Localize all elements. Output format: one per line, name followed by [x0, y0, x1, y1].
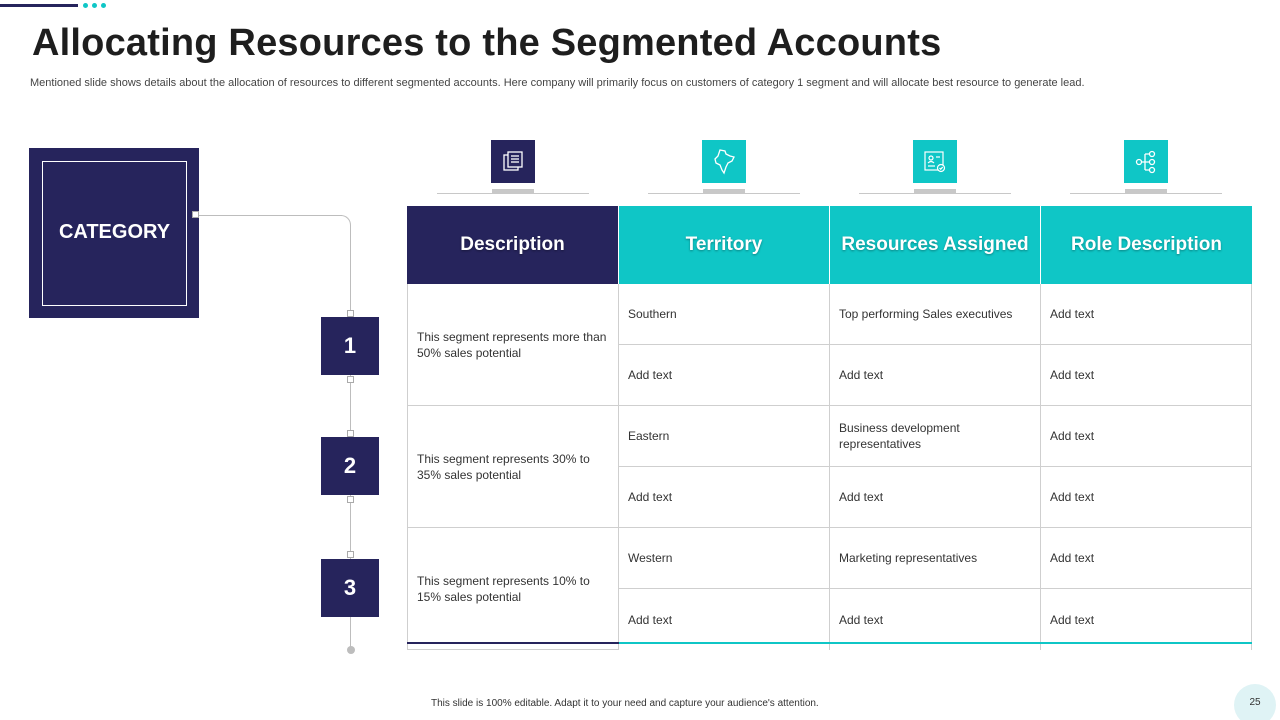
- segment-number-box: 2: [321, 437, 379, 495]
- resources-cell: Add text: [830, 589, 1041, 650]
- segment-description: This segment represents more than 50% sales potential: [407, 284, 619, 406]
- map-icon: [702, 140, 746, 183]
- header-resources-assigned: Resources Assigned: [830, 206, 1041, 284]
- role-cell: Add text: [1041, 345, 1252, 406]
- header-territory: Territory: [619, 206, 830, 284]
- connector-node: [347, 551, 354, 558]
- category-inner-frame: [42, 161, 187, 306]
- table-bottom-border: [407, 642, 619, 644]
- role-cell: Add text: [1041, 284, 1252, 345]
- icon-stand: [492, 189, 534, 194]
- territory-cell: Southern: [619, 284, 830, 345]
- territory-cell: Western: [619, 528, 830, 589]
- category-label: CATEGORY: [58, 221, 171, 243]
- category-box: [29, 148, 199, 318]
- connector-node: [192, 211, 199, 218]
- slide-subtitle: Mentioned slide shows details about the allocation of resources to different segmented accounts. Here company will primarily focus on customers of category 1 segment and will allocate best resource to generate lead.: [30, 77, 1085, 89]
- role-cell: Add text: [1041, 528, 1252, 589]
- segment-number-box: 1: [321, 317, 379, 375]
- segment-description: This segment represents 30% to 35% sales potential: [407, 406, 619, 528]
- connector-node: [347, 430, 354, 437]
- connector-end-dot: [347, 646, 355, 654]
- header-role-description: Role Description: [1041, 206, 1252, 284]
- page-number: 25: [1249, 697, 1261, 708]
- table-bottom-border: [619, 642, 1252, 644]
- accent-dot: [101, 3, 106, 8]
- document-icon: [491, 140, 535, 183]
- slide-title: Allocating Resources to the Segmented Accounts: [32, 22, 942, 64]
- icon-stand: [1125, 189, 1167, 194]
- role-cell: Add text: [1041, 406, 1252, 467]
- connector-corner: [338, 215, 351, 228]
- top-accent-bar: [0, 4, 78, 7]
- resources-cell: Top performing Sales executives: [830, 284, 1041, 345]
- hierarchy-icon: [1124, 140, 1168, 183]
- connector-node: [347, 310, 354, 317]
- footer-note: This slide is 100% editable. Adapt it to your need and capture your audience's attention.: [431, 698, 819, 709]
- role-cell: Add text: [1041, 467, 1252, 528]
- territory-cell: Add text: [619, 589, 830, 650]
- resources-cell: Business development representatives: [830, 406, 1041, 467]
- resource-card-icon: [913, 140, 957, 183]
- resources-cell: Add text: [830, 467, 1041, 528]
- role-cell: Add text: [1041, 589, 1252, 650]
- segment-description: This segment represents 10% to 15% sales potential: [407, 528, 619, 650]
- connector-node: [347, 496, 354, 503]
- icon-stand: [703, 189, 745, 194]
- connector-line: [199, 215, 342, 216]
- resources-cell: Marketing representatives: [830, 528, 1041, 589]
- resources-cell: Add text: [830, 345, 1041, 406]
- icon-stand: [914, 189, 956, 194]
- territory-cell: Eastern: [619, 406, 830, 467]
- territory-cell: Add text: [619, 467, 830, 528]
- accent-dot: [83, 3, 88, 8]
- connector-node: [347, 376, 354, 383]
- header-description: Description: [407, 206, 619, 284]
- territory-cell: Add text: [619, 345, 830, 406]
- accent-dot: [92, 3, 97, 8]
- segment-number-box: 3: [321, 559, 379, 617]
